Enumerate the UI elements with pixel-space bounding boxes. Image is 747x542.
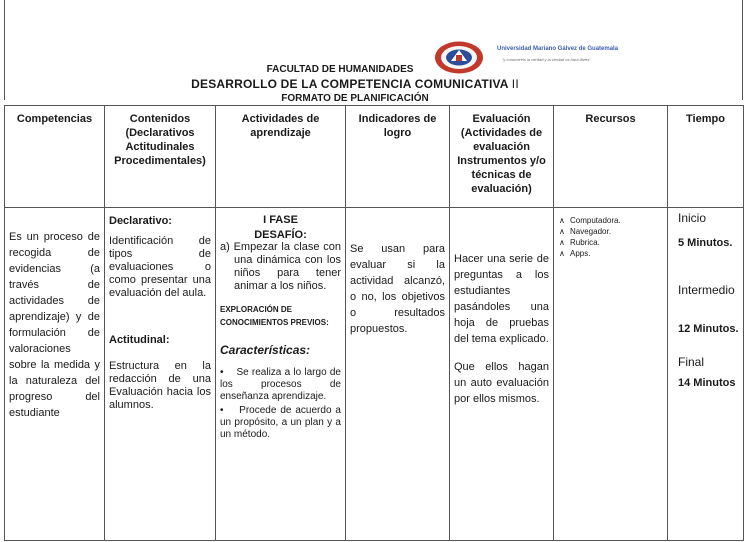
bullet-2-text: Procede de acuerdo a un propósito, a un plan y a un método. [220,405,341,440]
header-recursos: Recursos [554,106,668,208]
evaluacion-text-1: Hacer una serie de preguntas a los estudiantes pasándoles una hoja de pruebas del tema explicado. [454,253,549,345]
exploracion-title: EXPLORACIÓN DE CONOCIMIENTOS PREVIOS: [220,305,329,327]
cell-tiempo [668,208,744,541]
header-contenidos: Contenidos (Declarativos Actitudinales Procedimentales) [105,106,216,208]
planning-table [4,105,744,541]
header-evaluacion: Evaluación (Actividades de evaluación Instrumentos y/o técnicas de evaluación) [450,106,554,208]
indicadores-text: Se usan para evaluar si la actividad alcanzó, o no, los objetivos o resultados propuestos. [350,243,445,335]
recursos-list [558,215,663,259]
tiempo-final-label: Final [678,355,705,369]
document-title-roman: II [511,77,519,91]
list-item [220,405,341,441]
header-actividades: Actividades de aprendizaje [216,106,346,208]
actitudinal-text: Estructura en la redacción de una Evaluación hacia los alumnos. [109,360,211,411]
document-title [0,77,710,91]
cell-contenidos [105,208,216,541]
activity-item-a-text: Empezar la clase con una dinámica con los niños para tener animar a los niños. [233,241,341,292]
list-item: ∧ Navegador. [558,226,663,237]
table-row [5,208,744,541]
cell-evaluacion [450,208,554,541]
declarativo-title: Declarativo: [109,215,172,227]
activity-item-a [220,241,341,293]
list-item: ∧ Computadora. [558,215,663,226]
competencias-text: Es un proceso de recogida de evidencias (a través de actividades de aprendizaje) y de formulación de valoraciones sobre la medida y la naturaleza del progreso del estudiante [9,231,100,419]
faculty-title: FACULTAD DE HUMANIDADES [266,64,414,75]
list-item [220,367,341,403]
bullet-icon: • [220,405,240,416]
declarativo-text: Identificación de tipos de evaluaciones o como presentar una evaluación del aula. [109,235,211,299]
list-item: ∧ Rubrica. [558,237,663,248]
tiempo-inicio-label: Inicio [678,211,707,225]
cell-indicadores [346,208,450,541]
tiempo-intermedio-value: 12 Minutos. [678,323,739,335]
table-header-row [5,106,744,208]
university-motto: "y conoceréis la verdad y la verdad os hará libres" [502,57,591,62]
bullet-icon: • [220,367,237,378]
document-subtitle: FORMATO DE PLANIFICACIÓN [281,93,429,104]
list-item: ∧ Apps. [558,248,663,259]
caracteristicas-title: Características: [220,343,311,357]
university-name: Universidad Mariano Gálvez de Guatemala [497,46,619,52]
desafio-title: DESAFÍO: [254,229,307,241]
document-title-text: DESARROLLO DE LA COMPETENCIA COMUNICATIVA [191,77,509,91]
cell-actividades [216,208,346,541]
cell-competencias [5,208,105,541]
cell-recursos [554,208,668,541]
header-indicadores: Indicadores de logro [346,106,450,208]
header-tiempo: Tiempo [668,106,744,208]
tiempo-inicio-value: 5 Minutos. [678,237,733,249]
activity-item-a-marker: a) [220,241,230,253]
evaluacion-text-2: Que ellos hagan un auto evaluación por ellos mismos. [454,361,549,405]
fase-title: I FASE [263,214,298,226]
bullet-1-text: Se realiza a lo largo de los procesos de enseñanza aprendizaje. [220,367,341,402]
tiempo-final-value: 14 Minutos [678,377,736,389]
caracteristicas-list [220,367,341,441]
header-competencias: Competencias [5,106,105,208]
actitudinal-title: Actitudinal: [109,334,170,346]
tiempo-intermedio-label: Intermedio [678,283,735,297]
